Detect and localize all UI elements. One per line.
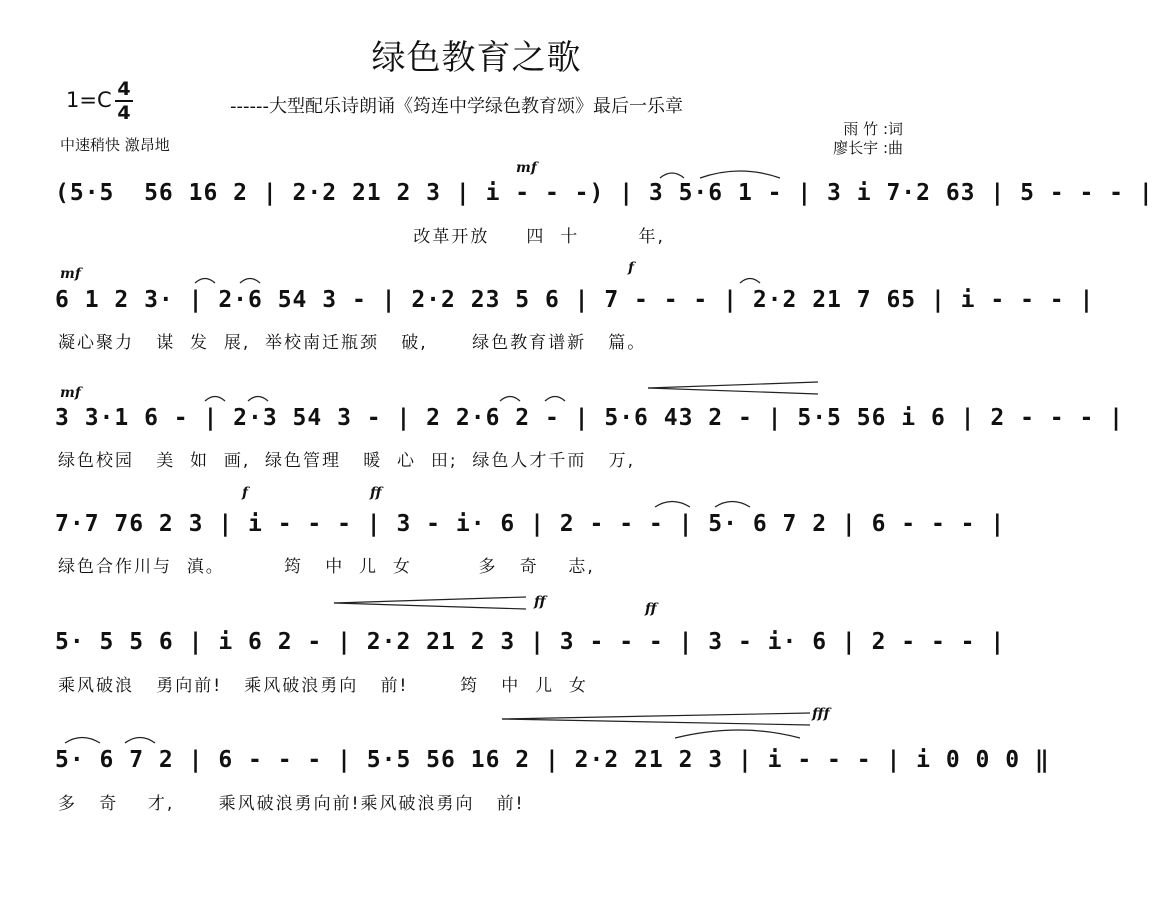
dynamic-f-2: f bbox=[242, 485, 249, 501]
dynamic-mf-1: mf bbox=[516, 160, 537, 176]
crescendo-hairpin-3 bbox=[502, 713, 810, 725]
notation-row-2: 6 1 2 3· | 2·6 54 3 - | 2·2 23 5 6 | 7 - - - | 2·2 21 7 65 | i - - - | bbox=[55, 287, 1095, 313]
dynamic-f-1: f bbox=[628, 260, 635, 276]
lyrics-row-3: 绿色校园 美 如 画, 绿色管理 暖 心 田; 绿色人才千而 万, bbox=[58, 451, 636, 471]
crescendo-hairpin-2 bbox=[334, 597, 526, 609]
lyrics-row-5: 乘风破浪 勇向前! 乘风破浪勇向 前! 筠 中 儿 女 bbox=[58, 676, 588, 696]
notation-row-6: 5· 6 7 2 | 6 - - - | 5·5 56 16 2 | 2·2 21 2 3 | i - - - | i 0 0 0 ‖ bbox=[55, 747, 1050, 773]
notation-row-5: 5· 5 5 6 | i 6 2 - | 2·2 21 2 3 | 3 - - - | 3 - i· 6 | 2 - - - | bbox=[55, 629, 1006, 655]
song-title: 绿色教育之歌 bbox=[371, 38, 582, 78]
lyrics-row-2: 凝心聚力 谋 发 展, 举校南迁瓶颈 破, 绿色教育谱新 篇。 bbox=[58, 333, 647, 353]
dynamic-ff-3: ff bbox=[645, 601, 657, 617]
dynamic-mf-3: mf bbox=[60, 385, 81, 401]
time-signature-top: 4 bbox=[117, 78, 131, 100]
lyricist-credit: 雨 竹 :词 bbox=[843, 120, 903, 138]
slurs bbox=[65, 171, 800, 743]
dynamic-ff-1: ff bbox=[370, 485, 382, 501]
notation-row-4: 7·7 76 2 3 | i - - - | 3 - i· 6 | 2 - - - | 5· 6 7 2 | 6 - - - | bbox=[55, 511, 1006, 537]
dynamic-fff: fff bbox=[812, 706, 830, 722]
notation-row-3: 3 3·1 6 - | 2·3 54 3 - | 2 2·6 2 - | 5·6 43 2 - | 5·5 56 i 6 | 2 - - - | bbox=[55, 405, 1124, 431]
dynamic-ff-2: ff bbox=[534, 594, 546, 610]
composer-credit: 廖长宇 :曲 bbox=[833, 139, 903, 157]
dynamic-mf-2: mf bbox=[60, 266, 81, 282]
lyrics-row-6: 多 奇 才, 乘风破浪勇向前!乘风破浪勇向 前! bbox=[58, 794, 525, 814]
subtitle: ------大型配乐诗朗诵《筠连中学绿色教育颂》最后一乐章 bbox=[230, 96, 683, 117]
tempo-marking: 中速稍快 激昂地 bbox=[60, 136, 170, 154]
notation-row-1: (5·5 56 16 2 | 2·2 21 2 3 | i - - -) | 3 5·6 1 - | 3 i 7·2 63 | 5 - - - | bbox=[55, 180, 1154, 206]
time-signature-bottom: 4 bbox=[117, 102, 131, 124]
key-signature: 1=C bbox=[66, 88, 112, 112]
crescendo-hairpin-1 bbox=[648, 382, 818, 394]
lyrics-row-1: 改革开放 四 十 年, bbox=[58, 227, 665, 247]
lyrics-row-4: 绿色合作川与 滇。 筠 中 儿 女 多 奇 志, bbox=[58, 557, 595, 577]
